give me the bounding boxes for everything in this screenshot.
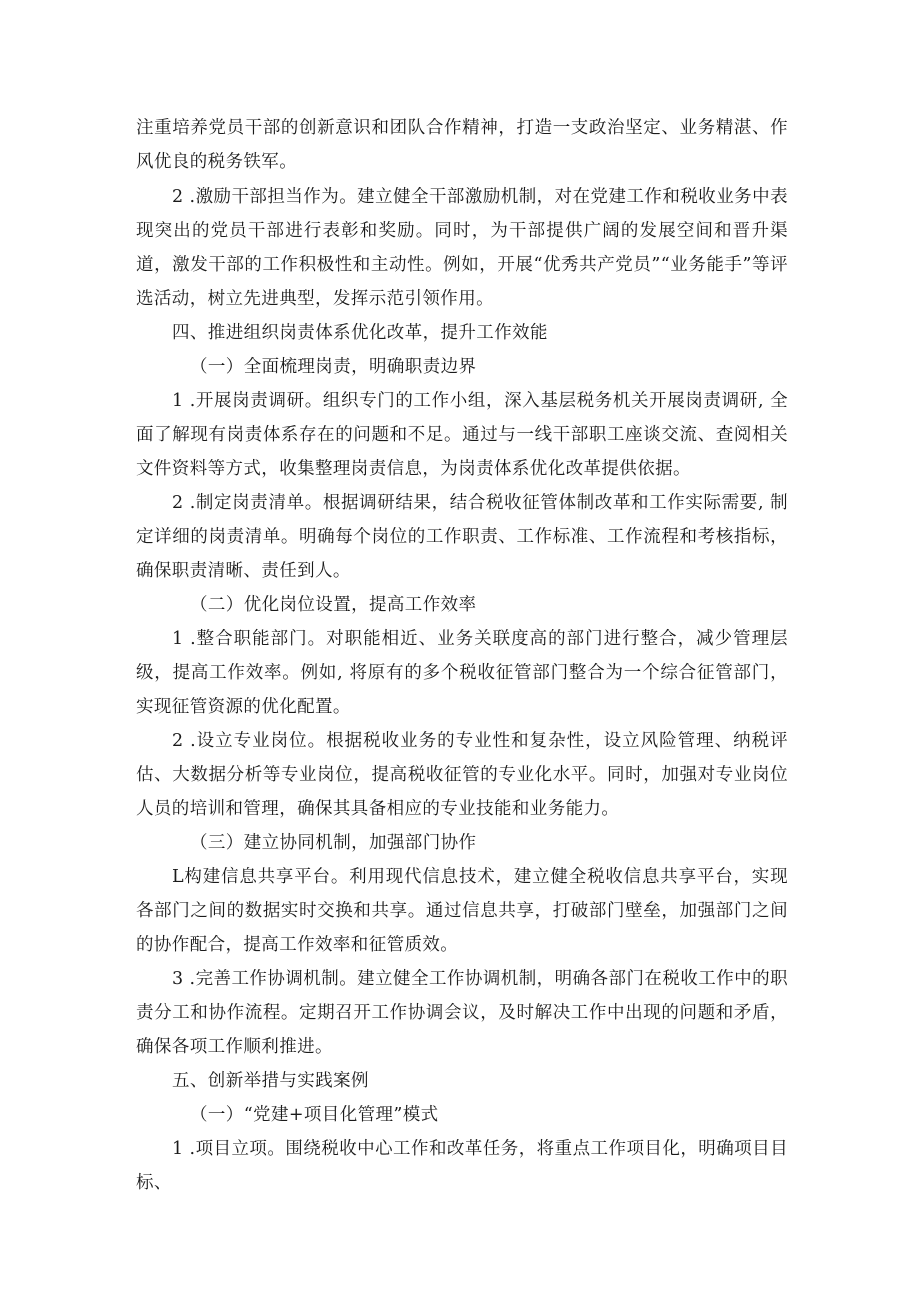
paragraph-job-list: 2 .制定岗责清单。根据调研结果，结合税收征管体制改革和工作实际需要, 制定详细的岗责清单。明确每个岗位的工作职责、工作标准、工作流程和考核指标，确保职责清晰、责任到人。 bbox=[136, 493, 788, 581]
paragraph-job-research: 1 .开展岗责调研。组织专门的工作小组，深入基层税务机关开展岗责调研, 全面了解现有岗责体系存在的问题和不足。通过与一线干部职工座谈交流、查阅相关文件资料等方式，收集整理岗责信息，为岗责体系优化改革提供依据。 bbox=[136, 391, 788, 479]
paragraph-merge-departments: 1 .整合职能部门。对职能相近、业务关联度高的部门进行整合，减少管理层级，提高工作效率。例如, 将原有的多个税收征管部门整合为一个综合征管部门，实现征管资源的优化配置。 bbox=[136, 629, 788, 717]
paragraph-info-sharing: L构建信息共享平台。利用现代信息技术，建立健全税收信息共享平台，实现各部门之间的数据实时交换和共享。通过信息共享，打破部门壁垒，加强部门之间的协作配合，提高工作效率和征管质效。 bbox=[136, 867, 788, 955]
paragraph-project-initiation: 1 .项目立项。围绕税收中心工作和改革任务，将重点工作项目化，明确项目目标、 bbox=[136, 1139, 788, 1193]
paragraph-professional-posts: 2 .设立专业岗位。根据税收业务的专业性和复杂性，设立风险管理、纳税评估、大数据分析等专业岗位，提高税收征管的专业化水平。同时，加强对专业岗位人员的培训和管理，确保其具备相应的专业技能和业务能力。 bbox=[136, 731, 788, 819]
paragraph-cultivation: 注重培养党员干部的创新意识和团队合作精神，打造一支政治坚定、业务精湛、作风优良的税务铁军。 bbox=[136, 118, 788, 172]
subsection-heading-three: （三）建立协同机制，加强部门协作 bbox=[190, 833, 477, 853]
paragraph-incentive: 2 .激励干部担当作为。建立健全干部激励机制，对在党建工作和税收业务中表现突出的党员干部进行表彰和奖励。同时，为干部提供广阔的发展空间和晋升渠道，激发干部的工作积极性和主动性。例如，开展“优秀共产党员”“业务能手”等评选活动，树立先进典型，发挥示范引领作用。 bbox=[136, 187, 788, 309]
paragraph-coordination: 3 .完善工作协调机制。建立健全工作协调机制，明确各部门在税收工作中的职责分工和协作流程。定期召开工作协调会议，及时解决工作中出现的问题和矛盾，确保各项工作顺利推进。 bbox=[136, 969, 788, 1057]
section-heading-five: 五、创新举措与实践案例 bbox=[172, 1071, 369, 1091]
section-heading-four: 四、推进组织岗责体系优化改革，提升工作效能 bbox=[172, 323, 548, 343]
subsection-heading-one: （一）全面梳理岗责，明确职责边界 bbox=[190, 357, 477, 377]
subsection-heading-two: （二）优化岗位设置，提高工作效率 bbox=[190, 595, 477, 615]
subsection-heading-party-project: （一）“党建+项目化管理”模式 bbox=[190, 1105, 439, 1125]
